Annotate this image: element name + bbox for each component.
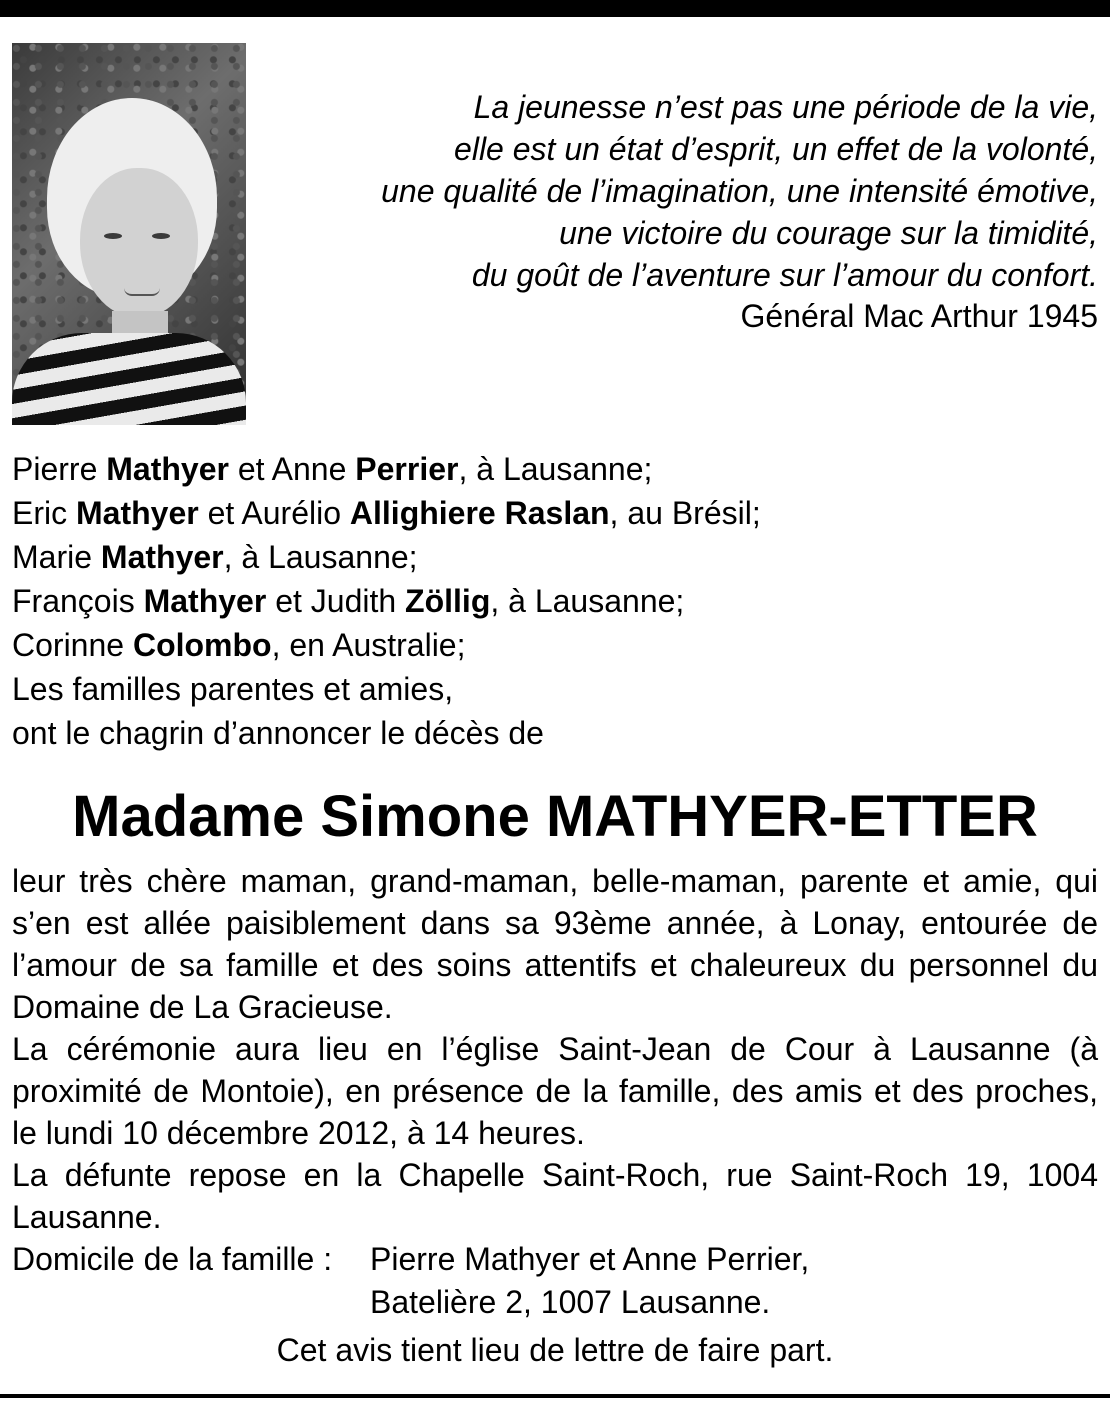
quote-author: Général Mac Arthur 1945 xyxy=(740,298,1098,334)
deceased-name-heading: Madame Simone MATHYER-ETTER xyxy=(72,784,1038,849)
quote-line: une qualité de l’imagination, une intensité émotive, xyxy=(381,173,1098,209)
domicile-line: Pierre Mathyer et Anne Perrier, xyxy=(370,1241,810,1277)
families-line: Les familles parentes et amies, xyxy=(12,671,454,707)
paragraph-repose: La défunte repose en la Chapelle Saint-Roch, rue Saint-Roch 19, 1004 Lausanne. xyxy=(12,1157,1098,1235)
mourners-list xyxy=(12,447,1102,755)
bottom-border-rule xyxy=(0,1394,1110,1398)
paragraph-ceremony: La cérémonie aura lieu en l’église Saint-Jean de Cour à Lausanne (à proximité de Montoie), en présence de la famille, des amis et des proches, le lundi 10 décembre 2012, à 14 heures. xyxy=(12,1031,1098,1151)
quote-line: une victoire du courage sur la timidité, xyxy=(559,215,1098,251)
mourner-line: François Mathyer et Judith Zöllig, à Lausanne; xyxy=(12,583,685,619)
portrait-photo xyxy=(12,43,246,425)
quote-line: du goût de l’aventure sur l’amour du confort. xyxy=(471,257,1098,293)
quote-line: La jeunesse n’est pas une période de la vie, xyxy=(473,89,1098,125)
epigraph-quote xyxy=(260,86,1098,296)
top-border-rule xyxy=(0,0,1110,17)
mourner-line: Marie Mathyer, à Lausanne; xyxy=(12,539,418,575)
announce-line: ont le chagrin d’annoncer le décès de xyxy=(12,715,544,751)
mourner-line: Eric Mathyer et Aurélio Allighiere Raslan, au Brésil; xyxy=(12,495,761,531)
notice-body xyxy=(12,860,1098,1238)
paragraph-tribute: leur très chère maman, grand-maman, belle-maman, parente et amie, qui s’en est allée paisiblement dans sa 93ème année, à Lonay, entourée de l’amour de sa famille et des soins attentifs et chaleureux du personnel du Domaine de La Gracieuse. xyxy=(12,863,1098,1025)
quote-line: elle est un état d’esprit, un effet de la volonté, xyxy=(454,131,1098,167)
mourner-line: Corinne Colombo, en Australie; xyxy=(12,627,466,663)
domicile-label: Domicile de la famille : xyxy=(12,1241,333,1277)
domicile-line: Batelière 2, 1007 Lausanne. xyxy=(370,1284,771,1320)
closing-note: Cet avis tient lieu de lettre de faire part. xyxy=(276,1332,834,1368)
mourner-line: Pierre Mathyer et Anne Perrier, à Lausanne; xyxy=(12,451,653,487)
family-address xyxy=(12,1238,1098,1324)
